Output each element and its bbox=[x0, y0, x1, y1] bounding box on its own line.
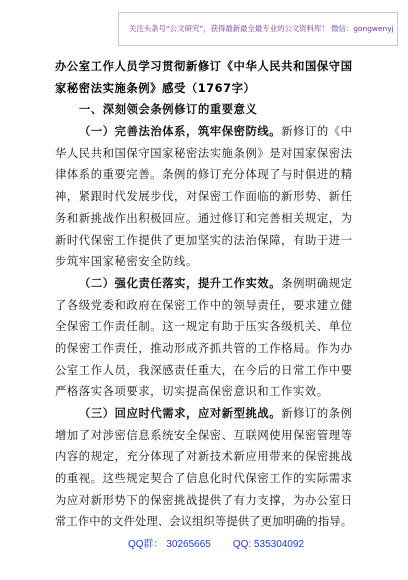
promo-banner-text: 关注头条号“公文研究”，获得最新最全最专业的公文资料库！ 微信：gongwenyj bbox=[129, 24, 394, 33]
paragraph-line: 新时代保密工作提供了更加坚实的法治保障，有助于进一 bbox=[55, 233, 352, 247]
paragraph-line bbox=[55, 403, 352, 425]
paragraph-line bbox=[55, 273, 352, 295]
paragraph-1 bbox=[55, 121, 352, 273]
paragraph-line: 为应对新形势下的保密挑战提供了有力支撑，为办公室日 bbox=[55, 493, 352, 507]
promo-banner bbox=[118, 12, 398, 46]
paragraph-line: 严格落实各项要求，切实提高保密意识和工作实效。 bbox=[55, 385, 329, 399]
paragraph-line: 的保密工作责任，推动形成齐抓共管的工作格局。作为办 bbox=[55, 341, 352, 355]
paragraph-line: 公室工作人员，我深感责任重大，在今后的日常工作中要 bbox=[55, 363, 352, 377]
paragraph-lead: （一）完善法治体系，筑牢保密防线。 bbox=[79, 125, 282, 139]
paragraph-3 bbox=[55, 403, 352, 533]
document-title-line: 家秘密法实施条例》感受（1767字） bbox=[55, 81, 256, 95]
paragraph-line: 务和新挑战作出积极回应。通过修订和完善相关规定，为 bbox=[55, 211, 352, 225]
paragraph-line bbox=[55, 121, 352, 143]
paragraph-text: 条例明确规定 bbox=[281, 276, 352, 290]
paragraph-lead: （二）强化责任落实，提升工作实效。 bbox=[79, 276, 282, 290]
paragraph-line: 步筑牢国家秘密安全防线。 bbox=[55, 255, 198, 269]
paragraph-2 bbox=[55, 273, 352, 403]
section-heading: 一、深刻领会条例修订的重要意义 bbox=[79, 103, 258, 117]
paragraph-lead: （三）回应时代需求，应对新型挑战。 bbox=[79, 407, 282, 420]
paragraph-text: 新修订的《中 bbox=[281, 125, 352, 139]
qq-number: QQ: 535304092 bbox=[232, 539, 304, 550]
document-title bbox=[55, 56, 352, 99]
contact-footer bbox=[128, 539, 304, 551]
qq-group-number: QQ群： 30265665 bbox=[128, 539, 211, 550]
paragraph-line: 常工作中的文件处理、会议组织等提供了更加明确的指导。 bbox=[55, 515, 352, 529]
paragraph-line: 了各级党委和政府在保密工作中的领导责任，要求建立健 bbox=[55, 298, 352, 312]
paragraph-text: 新修订的条例 bbox=[281, 407, 352, 420]
paragraph-line: 增加了对涉密信息系统安全保密、互联网使用保密管理等 bbox=[55, 428, 352, 442]
paragraph-line: 全保密工作责任制。这一规定有助于压实各级机关、单位 bbox=[55, 320, 352, 334]
paragraph-line: 华人民共和国保守国家秘密法实施条例》是对国家保密法 bbox=[55, 146, 352, 160]
document-title-line: 办公室工作人员学习贯彻新修订《中华人民共和国保守国 bbox=[55, 60, 352, 73]
paragraph-line: 神，紧跟时代发展步伐，对保密工作面临的新形势、新任 bbox=[55, 190, 352, 204]
paragraph-line: 律体系的重要完善。条例的修订充分体现了与时俱进的精 bbox=[55, 168, 352, 182]
paragraph-line: 内容的规定，充分体现了对新技术新应用带来的保密挑战 bbox=[55, 450, 352, 464]
document-body bbox=[55, 56, 352, 533]
paragraph-line: 的重视。这些规定契合了信息化时代保密工作的实际需求 bbox=[55, 472, 352, 486]
